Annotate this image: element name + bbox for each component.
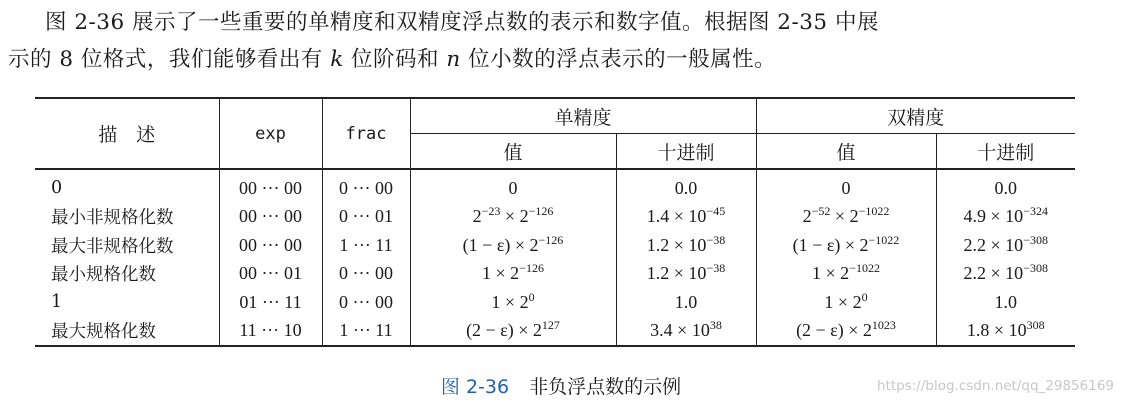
table-row: [35, 288, 1075, 317]
cell-double-decimal: [936, 260, 1075, 289]
cell-exp: 00 ··· 00: [219, 231, 322, 260]
header-double-value: 值: [756, 134, 936, 170]
cell-double-value-base: 2: [802, 206, 812, 227]
cell-double-value-exp1: −52: [811, 204, 831, 219]
cell-single-value-base: 0: [508, 177, 518, 198]
cell-single-decimal-exp1: −38: [706, 232, 726, 247]
cell-double-value-exp1: −1022: [868, 232, 900, 247]
cell-single-value: [410, 203, 616, 232]
cell-desc: 最小非规格化数: [51, 208, 174, 229]
cell-double-decimal-base: 1.8 × 10: [966, 320, 1027, 341]
cell-single-decimal: [616, 260, 756, 289]
cell-single-value-exp2: −126: [528, 204, 554, 219]
intro-line-2-c: 位小数的浮点表示的一般属性。: [460, 47, 777, 72]
cell-exp: 00 ··· 00: [219, 203, 322, 232]
cell-single-value-exp1: −23: [481, 204, 501, 219]
cell-frac: 0 ··· 01: [322, 203, 410, 232]
cell-frac: 0 ··· 00: [322, 260, 410, 289]
var-n: n: [446, 47, 461, 72]
cell-double-decimal-exp1: −308: [1023, 232, 1048, 247]
cell-double-value-mid: × 2: [830, 206, 859, 227]
cell-double-value-exp1: 1023: [871, 318, 896, 333]
cell-double-decimal-base: 2.2 × 10: [963, 234, 1024, 255]
cell-single-value: [410, 288, 616, 317]
cell-single-value-exp1: 0: [528, 289, 535, 304]
cell-single-decimal: [616, 317, 756, 347]
cell-single-decimal: [616, 169, 756, 203]
cell-double-decimal-base: 4.9 × 10: [963, 206, 1024, 227]
cell-exp: 00 ··· 01: [219, 260, 322, 289]
intro-line-1: 图 2-36 展示了一些重要的单精度和双精度浮点数的表示和数字值。根据图 2-35 中展: [45, 10, 879, 35]
cell-single-decimal: [616, 231, 756, 260]
cell-single-decimal: [616, 203, 756, 232]
cell-single-value-exp1: 127: [541, 318, 560, 333]
header-double-decimal: 十进制: [936, 134, 1075, 170]
cell-single-value: [410, 231, 616, 260]
header-desc: 描 述: [35, 98, 219, 169]
cell-double-decimal: [936, 169, 1075, 203]
cell-frac: 1 ··· 11: [322, 231, 410, 260]
intro-paragraph: [0, 4, 1122, 78]
cell-double-value-base: 1 × 2: [824, 291, 862, 312]
cell-single-decimal-base: 1.0: [674, 291, 698, 312]
cell-single-decimal-base: 3.4 × 10: [650, 320, 710, 341]
cell-double-decimal: [936, 317, 1075, 347]
cell-double-value: [756, 231, 936, 260]
cell-single-value-base: (2 − ε) × 2: [466, 320, 542, 341]
table-row: [35, 317, 1075, 347]
cell-double-decimal-exp1: −324: [1023, 204, 1048, 219]
header-single-value: 值: [410, 134, 616, 170]
cell-single-decimal-base: 0.0: [674, 177, 698, 198]
cell-frac: 0 ··· 00: [322, 288, 410, 317]
cell-double-value-exp2: −1022: [858, 204, 890, 219]
cell-single-decimal-base: 1.4 × 10: [646, 206, 707, 227]
cell-single-value: [410, 260, 616, 289]
cell-exp: 01 ··· 11: [219, 288, 322, 317]
float-examples-table: [35, 97, 1075, 347]
header-single: 单精度: [410, 98, 756, 134]
cell-single-value-base: (1 − ε) × 2: [462, 234, 539, 255]
cell-single-value-base: 2: [472, 206, 482, 227]
cell-double-value-base: (2 − ε) × 2: [796, 320, 872, 341]
table-body: [35, 169, 1075, 346]
cell-single-value: [410, 317, 616, 347]
table-row: [35, 260, 1075, 289]
header-exp: exp: [219, 98, 322, 169]
cell-double-value: [756, 203, 936, 232]
cell-exp: 00 ··· 00: [219, 169, 322, 203]
cell-double-value-exp1: −1022: [849, 261, 880, 276]
cell-single-decimal-base: 1.2 × 10: [646, 234, 707, 255]
cell-double-decimal: [936, 203, 1075, 232]
cell-single-decimal-exp1: 38: [709, 318, 722, 333]
cell-single-decimal-exp1: −45: [706, 204, 726, 219]
cell-double-value: [756, 260, 936, 289]
header-double: 双精度: [756, 98, 1075, 134]
caption-number: 图 2-36: [440, 376, 510, 398]
intro-line-2-a: 示的 8 位格式，我们能够看出有: [8, 47, 331, 72]
cell-single-decimal: [616, 288, 756, 317]
var-k: k: [330, 47, 344, 72]
cell-double-decimal-exp1: 308: [1026, 318, 1045, 333]
cell-desc: 1: [51, 292, 63, 313]
cell-single-value-base: 1 × 2: [482, 263, 520, 284]
cell-double-value: [756, 317, 936, 347]
cell-double-value: [756, 169, 936, 203]
cell-single-decimal-base: 1.2 × 10: [646, 263, 707, 284]
cell-double-decimal-base: 1.0: [994, 291, 1017, 312]
header-frac: frac: [322, 98, 410, 169]
intro-line-2-b: 位阶码和: [343, 47, 447, 72]
table-row: [35, 169, 1075, 203]
cell-double-value-base: (1 − ε) × 2: [792, 234, 869, 255]
cell-frac: 0 ··· 00: [322, 169, 410, 203]
cell-single-value-exp1: −126: [538, 232, 564, 247]
cell-double-decimal: [936, 231, 1075, 260]
cell-single-value: [410, 169, 616, 203]
header-row-1: [35, 98, 1075, 134]
caption-text: 非负浮点数的示例: [529, 376, 682, 398]
cell-single-value-mid: × 2: [500, 206, 529, 227]
cell-double-decimal-base: 2.2 × 10: [963, 263, 1024, 284]
cell-double-decimal-exp1: −308: [1023, 261, 1048, 276]
table-row: [35, 231, 1075, 260]
cell-double-decimal-base: 0.0: [994, 177, 1017, 198]
cell-double-value-base: 1 × 2: [812, 263, 850, 284]
cell-desc: 最小规格化数: [51, 265, 156, 286]
cell-double-value-exp1: 0: [861, 289, 868, 304]
cell-single-value-base: 1 × 2: [491, 291, 529, 312]
intro-line-2: [0, 41, 1122, 78]
cell-double-value-base: 0: [841, 177, 851, 198]
cell-single-decimal-exp1: −38: [706, 261, 726, 276]
cell-desc: 最大非规格化数: [51, 236, 174, 257]
cell-frac: 1 ··· 11: [322, 317, 410, 347]
cell-exp: 11 ··· 10: [219, 317, 322, 347]
header-single-decimal: 十进制: [616, 134, 756, 170]
watermark: https://blog.csdn.net/qq_29856169: [876, 378, 1114, 394]
cell-desc: 0: [51, 178, 63, 199]
cell-double-value: [756, 288, 936, 317]
cell-double-decimal: [936, 288, 1075, 317]
cell-single-value-exp1: −126: [519, 261, 544, 276]
table-row: [35, 203, 1075, 232]
cell-desc: 最大规格化数: [51, 322, 156, 343]
